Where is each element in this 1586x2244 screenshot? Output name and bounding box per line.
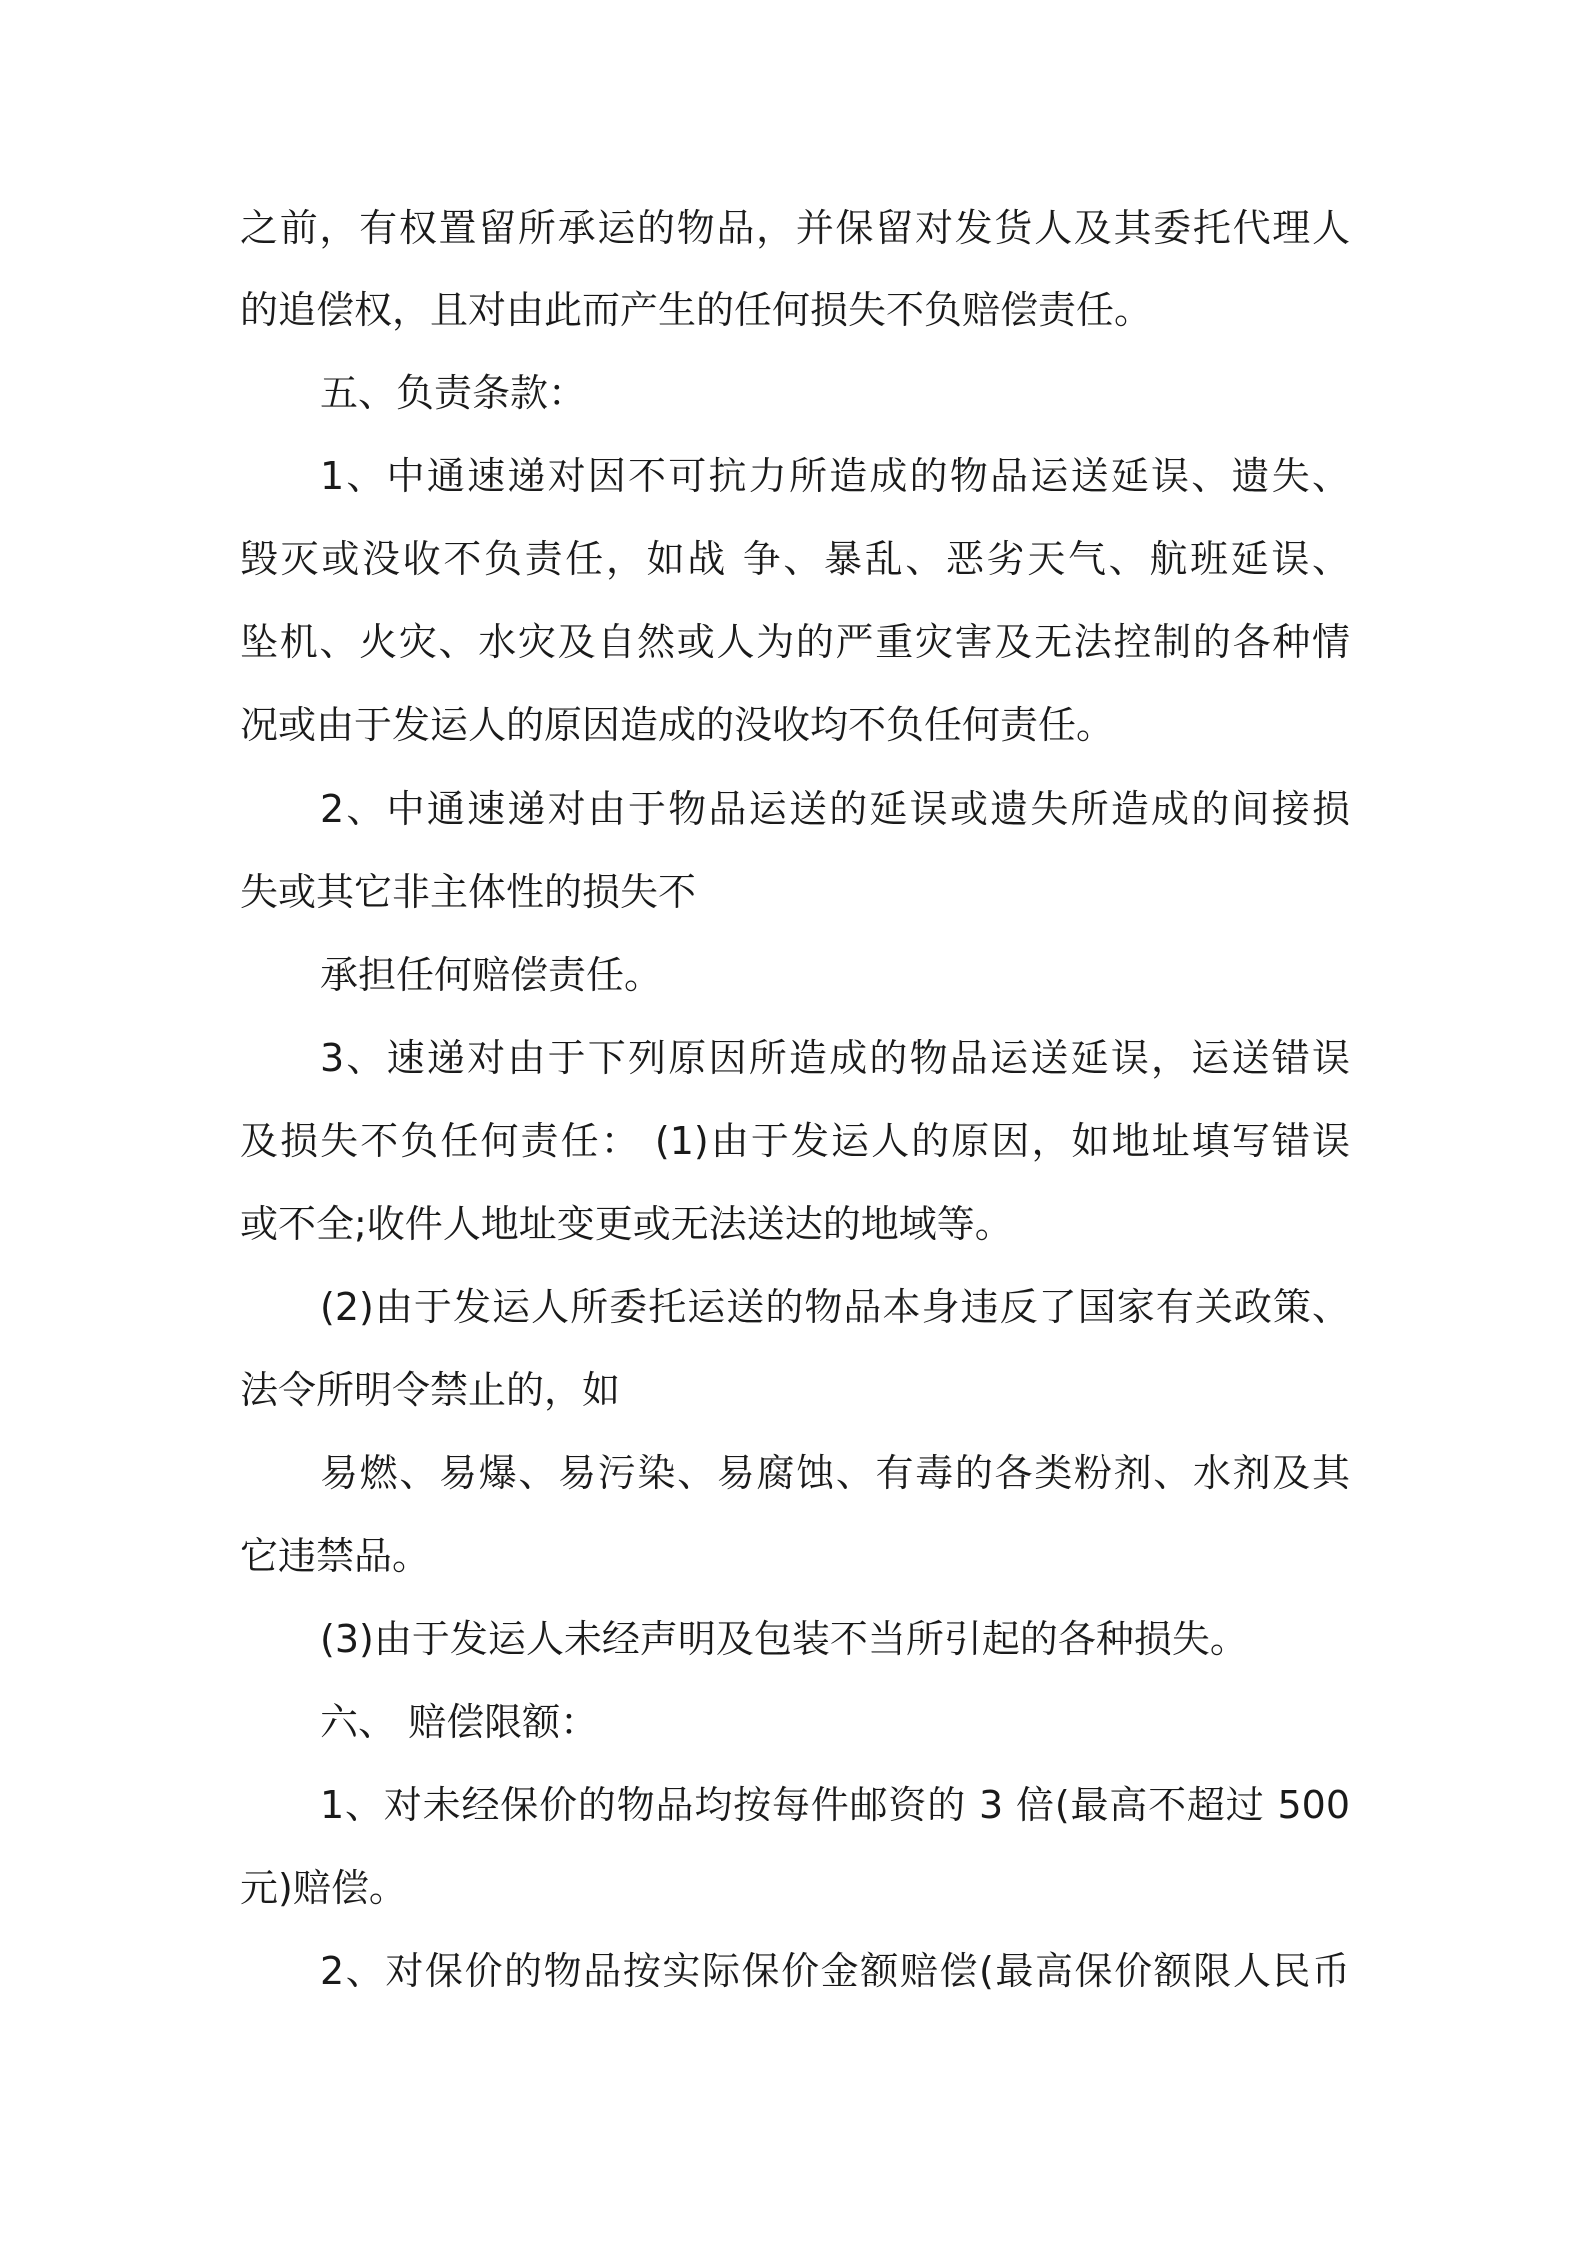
- text-line: 况或由于发运人的原因造成的没收均不负任何责任。: [240, 703, 1115, 747]
- text-line: 之前，有权置留所承运的物品，并保留对发货人及其委托代理人: [240, 206, 1350, 250]
- text-line: 及损失不负任何责任： (1)由于发运人的原因，如地址填写错误: [240, 1119, 1350, 1163]
- text-line: 元)赔偿。: [240, 1866, 407, 1910]
- text-line: 1、对未经保价的物品均按每件邮资的 3 倍(最高不超过 500: [320, 1783, 1350, 1827]
- text-line: (2)由于发运人所委托运送的物品本身违反了国家有关政策、: [320, 1285, 1350, 1329]
- text-line: 法令所明令禁止的，如: [240, 1368, 621, 1412]
- text-line: 毁灭或没收不负责任，如战 争、暴乱、恶劣天气、航班延误、: [240, 537, 1350, 581]
- text-line: 承担任何赔偿责任。: [320, 953, 663, 997]
- text-line: 的追偿权，且对由此而产生的任何损失不负赔偿责任。: [240, 288, 1153, 332]
- text-line: (3)由于发运人未经声明及包装不当所引起的各种损失。: [320, 1617, 1248, 1661]
- text-line: 3、速递对由于下列原因所造成的物品运送延误，运送错误: [320, 1036, 1350, 1080]
- text-line: 失或其它非主体性的损失不: [240, 870, 697, 914]
- text-line: 坠机、火灾、水灾及自然或人为的严重灾害及无法控制的各种情: [240, 620, 1350, 664]
- text-line: 易燃、易爆、易污染、易腐蚀、有毒的各类粉剂、水剂及其: [320, 1451, 1350, 1495]
- text-line: 2、中通速递对由于物品运送的延误或遗失所造成的间接损: [320, 787, 1350, 831]
- text-line: 或不全;收件人地址变更或无法送达的地域等。: [240, 1202, 1013, 1246]
- section-heading: 五、负责条款：: [320, 371, 587, 415]
- text-line: 1、中通速递对因不可抗力所造成的物品运送延误、遗失、: [320, 454, 1350, 498]
- section-heading: 六、 赔偿限额：: [320, 1700, 599, 1744]
- text-line: 它违禁品。: [240, 1534, 431, 1578]
- text-line: 2、对保价的物品按实际保价金额赔偿(最高保价额限人民币: [320, 1949, 1350, 1993]
